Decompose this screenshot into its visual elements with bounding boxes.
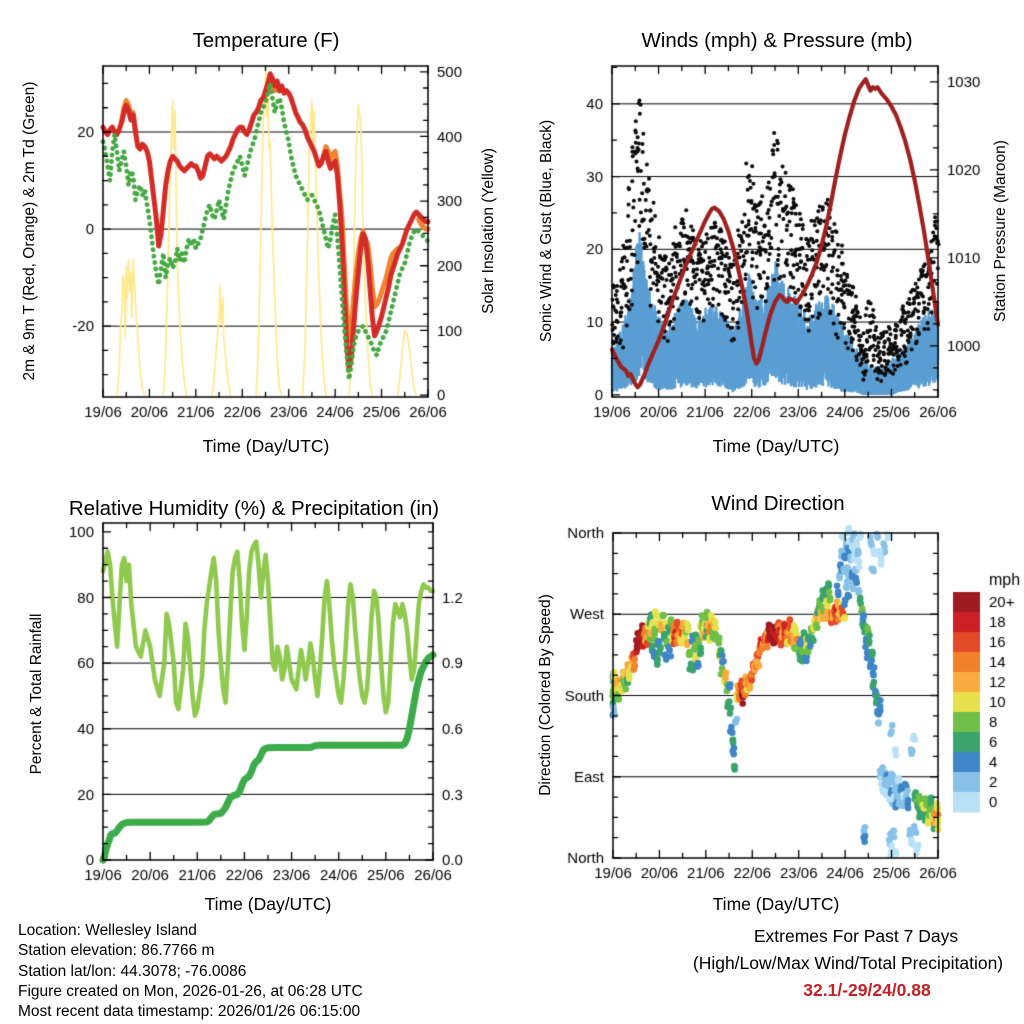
winds-pressure-chart-title: Winds (mph) & Pressure (mb)	[641, 29, 913, 52]
extremes-subtitle: (High/Low/Max Wind/Total Precipitation)	[692, 953, 1004, 973]
most-recent-data-timestamp: Most recent data timestamp: 2026/01/26 06:15:00	[18, 1003, 361, 1021]
figure-created-timestamp: Figure created on Mon, 2026-01-26, at 06:28 UTC	[18, 982, 363, 1000]
humidity-left-axis-label: Percent & Total Rainfall	[28, 613, 45, 775]
temperature-left-axis-label: 2m & 9m T (Red, Orange) & 2m Td (Green)	[21, 81, 38, 381]
winds-xaxis-label: Time (Day/UTC)	[712, 436, 840, 456]
station-latlon: Station lat/lon: 44.3078; -76.0086	[18, 962, 247, 980]
extremes-title: Extremes For Past 7 Days	[753, 926, 959, 946]
humidity-xaxis-label: Time (Day/UTC)	[204, 894, 332, 914]
wind-direction-chart-title: Wind Direction	[711, 492, 845, 515]
temperature-xaxis-label: Time (Day/UTC)	[202, 436, 330, 456]
humidity-precip-chart-title: Relative Humidity (%) & Precipitation (in)	[68, 497, 440, 520]
station-location: Location: Wellesley Island	[18, 922, 197, 939]
wind-left-axis-label: Sonic Wind & Gust (Blue, Black)	[538, 119, 555, 343]
temperature-chart-title: Temperature (F)	[192, 29, 340, 52]
direction-left-axis-label: Direction (Colored By Speed)	[537, 594, 554, 796]
direction-xaxis-label: Time (Day/UTC)	[712, 894, 840, 914]
station-info-block	[18, 921, 363, 1022]
extremes-values: 32.1/-29/24/0.88	[803, 980, 931, 1000]
pressure-right-axis-label: Station Pressure (Maroon)	[992, 140, 1009, 322]
station-elevation: Station elevation: 86.7766 m	[18, 942, 215, 960]
solar-right-axis-label: Solar Insolation (Yellow)	[480, 148, 497, 314]
